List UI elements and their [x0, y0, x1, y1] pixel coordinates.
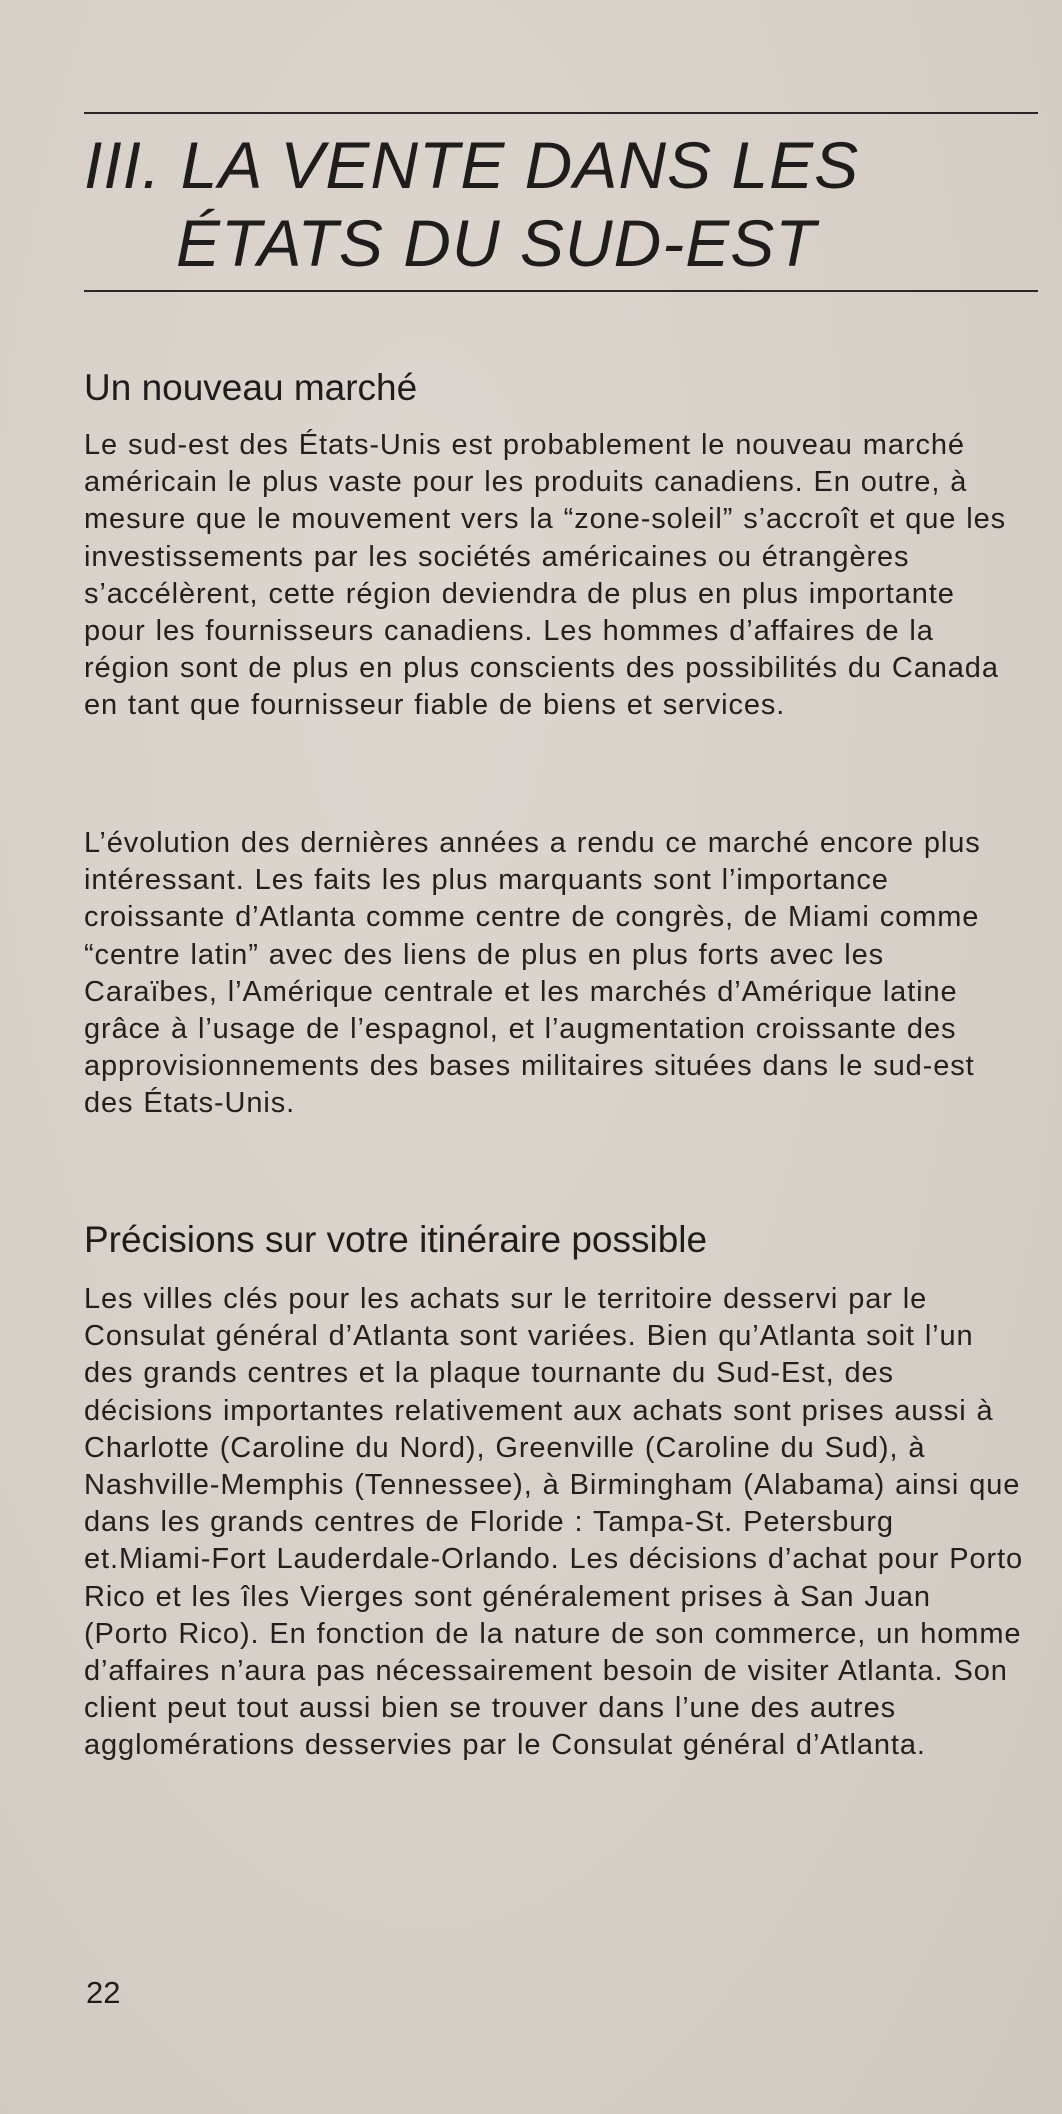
paragraph-nouveau-marche-2: L’évolution des dernières années a rendu ce marché encore plus intéressant. Les faits les plus marquants sont l’importance croissante d’Atlanta comme centre de congrès, de Miami comme “centre latin” avec des liens de plus en plus forts avec les Caraïbes, l’Amérique centrale et les marchés d’Amérique latine grâce à l’usage de l’espagnol, et l’augmentation croissante des approvisionnements des bases militaires situées dans le sud-est des États-Unis.	[84, 827, 981, 1120]
page-title-line-2: ÉTATS DU SUD-EST	[176, 206, 817, 280]
page-title	[84, 126, 1024, 282]
title-bottom-rule	[84, 290, 1038, 292]
page-title-line-1: III. LA VENTE DANS LES	[84, 128, 860, 202]
paragraph-nouveau-marche-1: Le sud-est des États-Unis est probablement le nouveau marché américain le plus vaste pour les produits canadiens. En outre, à mesure que le mouvement vers la “zone-soleil” s’accroît et que les investissements par les sociétés américaines ou étrangères s’accélèrent, cette région deviendra de plus en plus importante pour les fournisseurs canadiens. Les hommes d’affaires de la région sont de plus en plus conscients des possibilités du Canada en tant que fournisseur fiable de biens et services.	[84, 429, 1007, 722]
section-heading-nouveau-marche: Un nouveau marché	[84, 367, 418, 408]
title-top-rule	[84, 112, 1038, 114]
page-number: 22	[86, 1975, 121, 2010]
paragraph-itineraire-1: Les villes clés pour les achats sur le territoire desservi par le Consulat général d’Atlanta sont variées. Bien qu’Atlanta soit l’un des grands centres et la plaque tournante du Sud-Est, des décisions importantes relativement aux achats sont prises aussi à Charlotte (Caroline du Nord), Greenville (Caroline du Sud), à Nashville-Memphis (Tennessee), à Birmingham (Alabama) ainsi que dans les grands centres de Floride : Tampa-St. Petersburg et.Miami-Fort Lauderdale-Orlando. Les décisions d’achat pour Porto Rico et les îles Vierges sont généralement prises à San Juan (Porto Rico). En fonction de la nature de son commerce, un homme d’affaires n’aura pas nécessairement besoin de visiter Atlanta. Son client peut tout aussi bien se trouver dans l’une des autres agglomérations desservies par le Consulat général d’Atlanta.	[84, 1283, 1024, 1762]
section-heading-itineraire: Précisions sur votre itinéraire possible	[84, 1219, 708, 1260]
